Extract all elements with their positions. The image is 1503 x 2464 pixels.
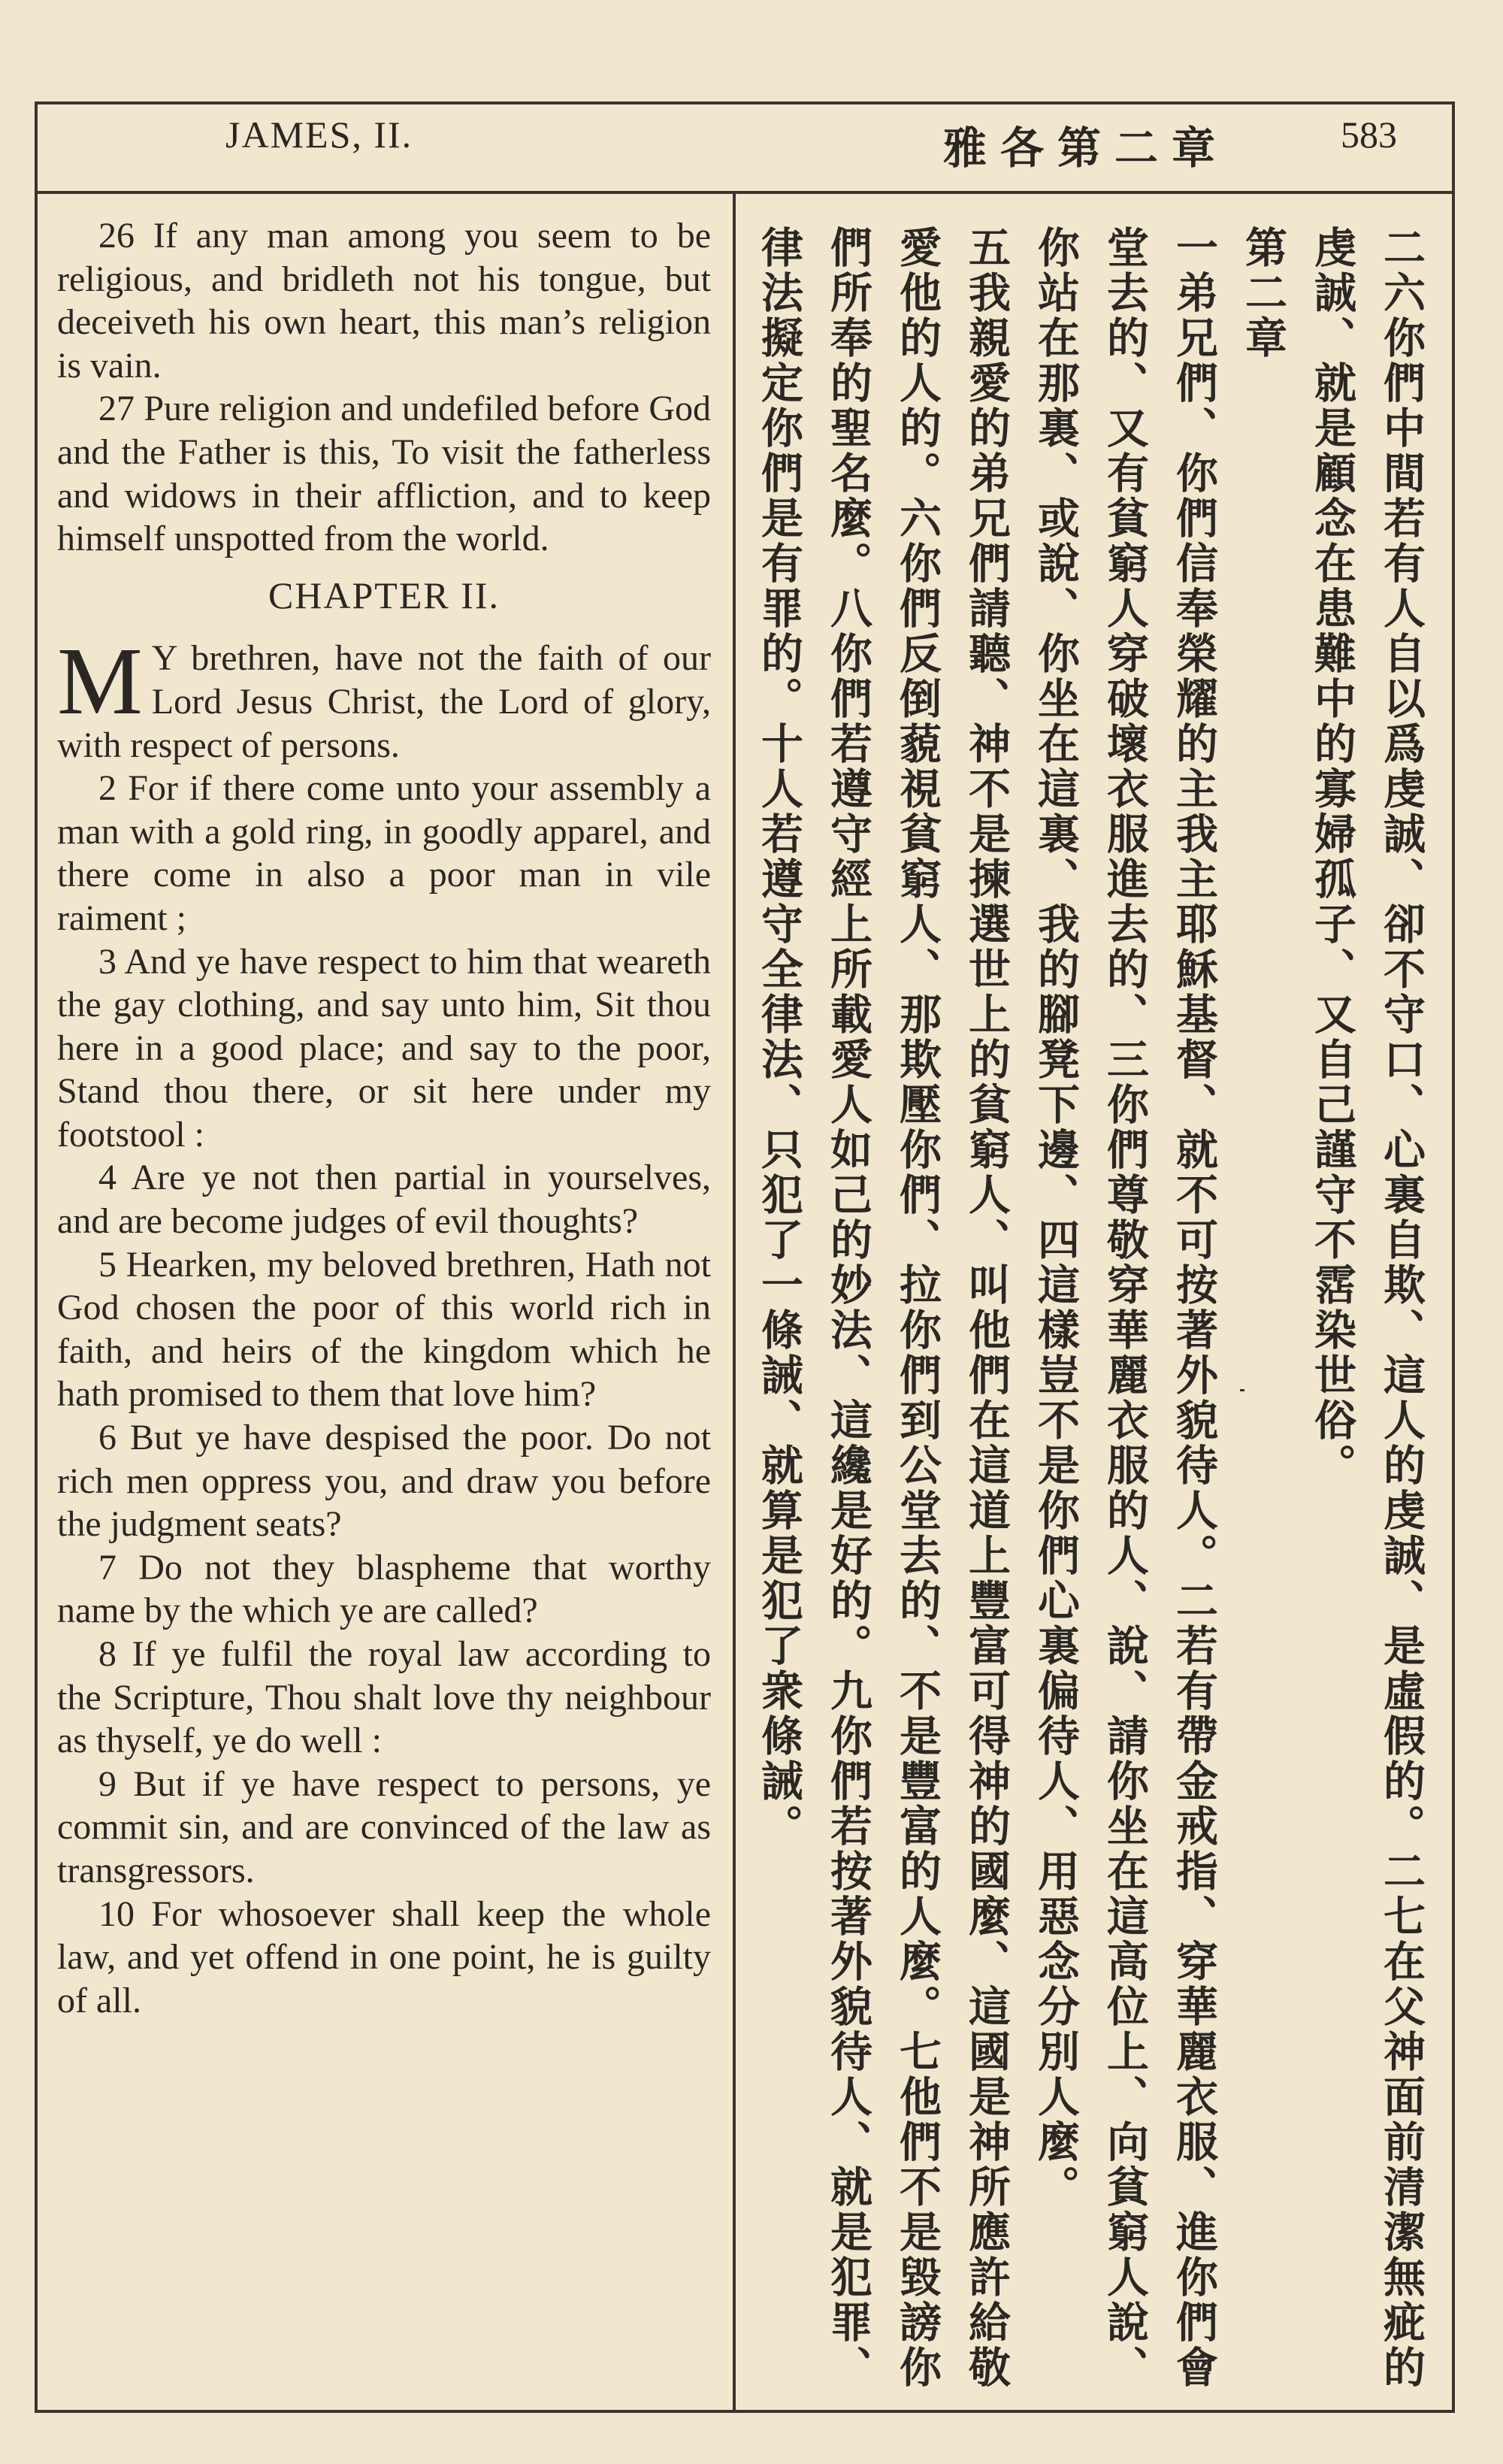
ink-mark [1240, 1389, 1244, 1391]
verse-6: 6 But ye have despised the poor. Do not rich men oppress you, and draw you before the judgment seats? [57, 1418, 711, 1545]
chinese-verses-26-27: 二六你們中間若有人自以爲虔誠、卻不守口、心裏自欺、這人的虔誠、是虛假的。二七在父神面前清潔無疵的虔誠、就是顧念在患難中的寡婦孤子、又自己謹守不霑染世俗。 [1308, 226, 1426, 2390]
chapter-title: CHAPTER II. [268, 574, 500, 616]
drop-cap: M [57, 628, 143, 735]
verse-3: 3 And ye have respect to him that weareth the gay clothing, and say unto him, Sit thou here in a good place; and say to the poor, Stand thou there, or sit here under my footstool : [57, 941, 711, 1155]
verse-4: 4 Are ye not then partial in yourselves, and are become judges of evil thoughts? [57, 1158, 711, 1242]
english-column [57, 214, 711, 2022]
verse-8: 8 If ye fulfil the royal law according to the Scripture, Thou shalt love thy neighbour as thyself, ye do well : [57, 1634, 711, 1761]
verse-5: 5 Hearken, my beloved brethren, Hath not God chosen the poor of this world rich in faith, and heirs of the kingdom which he hath promised to them that love him? [57, 1244, 711, 1415]
verse-26: 26 If any man among you seem to be religious, and bridleth not his tongue, but deceiveth his own heart, this man’s religion is vain. [57, 216, 711, 386]
chinese-verses-1-4: 一弟兄們、你們信奉榮耀的主我主耶穌基督、就不可按著外貌待人。二若有帶金戒指、穿華麗衣服、進你們會堂去的、又有貧窮人穿破壞衣服進去的、三你們尊敬穿華麗衣服的人、說、請你坐在這高位上、向貧窮人說、你站在那裏、或說、你坐在這裏、我的腳凳下邊、四這樣豈不是你們心裏偏待人、用惡念分別人麼。 [1031, 226, 1218, 2390]
column-divider [733, 194, 736, 2413]
running-head-chinese: 雅各第二章 [943, 123, 1229, 174]
verse-9: 9 But if ye have respect to persons, ye commit sin, and are convinced of the law as transgressors. [57, 1763, 711, 1890]
verse-27: 27 Pure religion and undefiled before God and the Father is this, To visit the fatherless and widows in their affliction, and to keep himself unspotted from the world. [57, 389, 711, 559]
verse-1 [57, 628, 711, 767]
verse-1-text: Y brethren, have not the faith of our Lord Jesus Christ, the Lord of glory, with respect of persons. [57, 638, 711, 765]
verse-10: 10 For whosoever shall keep the whole law, and yet offend in one point, he is guilty of all. [57, 1893, 711, 2021]
running-head-english: JAMES, II. [225, 114, 413, 156]
verse-7: 7 Do not they blaspheme that worthy name by the which ye are called? [57, 1547, 711, 1631]
chinese-column [755, 226, 1435, 2390]
verse-2: 2 For if there come unto your assembly a man with a gold ring, in goodly apparel, and there come in also a poor man in vile raiment ; [57, 768, 711, 938]
header-divider [35, 191, 1455, 194]
page-number: 583 [1341, 114, 1397, 156]
chinese-verses-5-10: 五我親愛的弟兄們請聽、神不是揀選世上的貧窮人、叫他們在這道上豐富可得神的國麼、這國是神所應許給敬愛他的人的。六你們反倒藐視貧窮人、那欺壓你們、拉你們到公堂去的、不是豐富的人麼。七他們不是毀謗你們所奉的聖名麼。八你們若遵守經上所載愛人如己的妙法、這纔是好的。九你們若按著外貌待人、就是犯罪、律法擬定你們是有罪的。十人若遵守全律法、只犯了一條誡、就算是犯了衆條誡。 [755, 226, 1011, 2390]
chinese-chapter-heading: 第二章 [1238, 226, 1287, 361]
